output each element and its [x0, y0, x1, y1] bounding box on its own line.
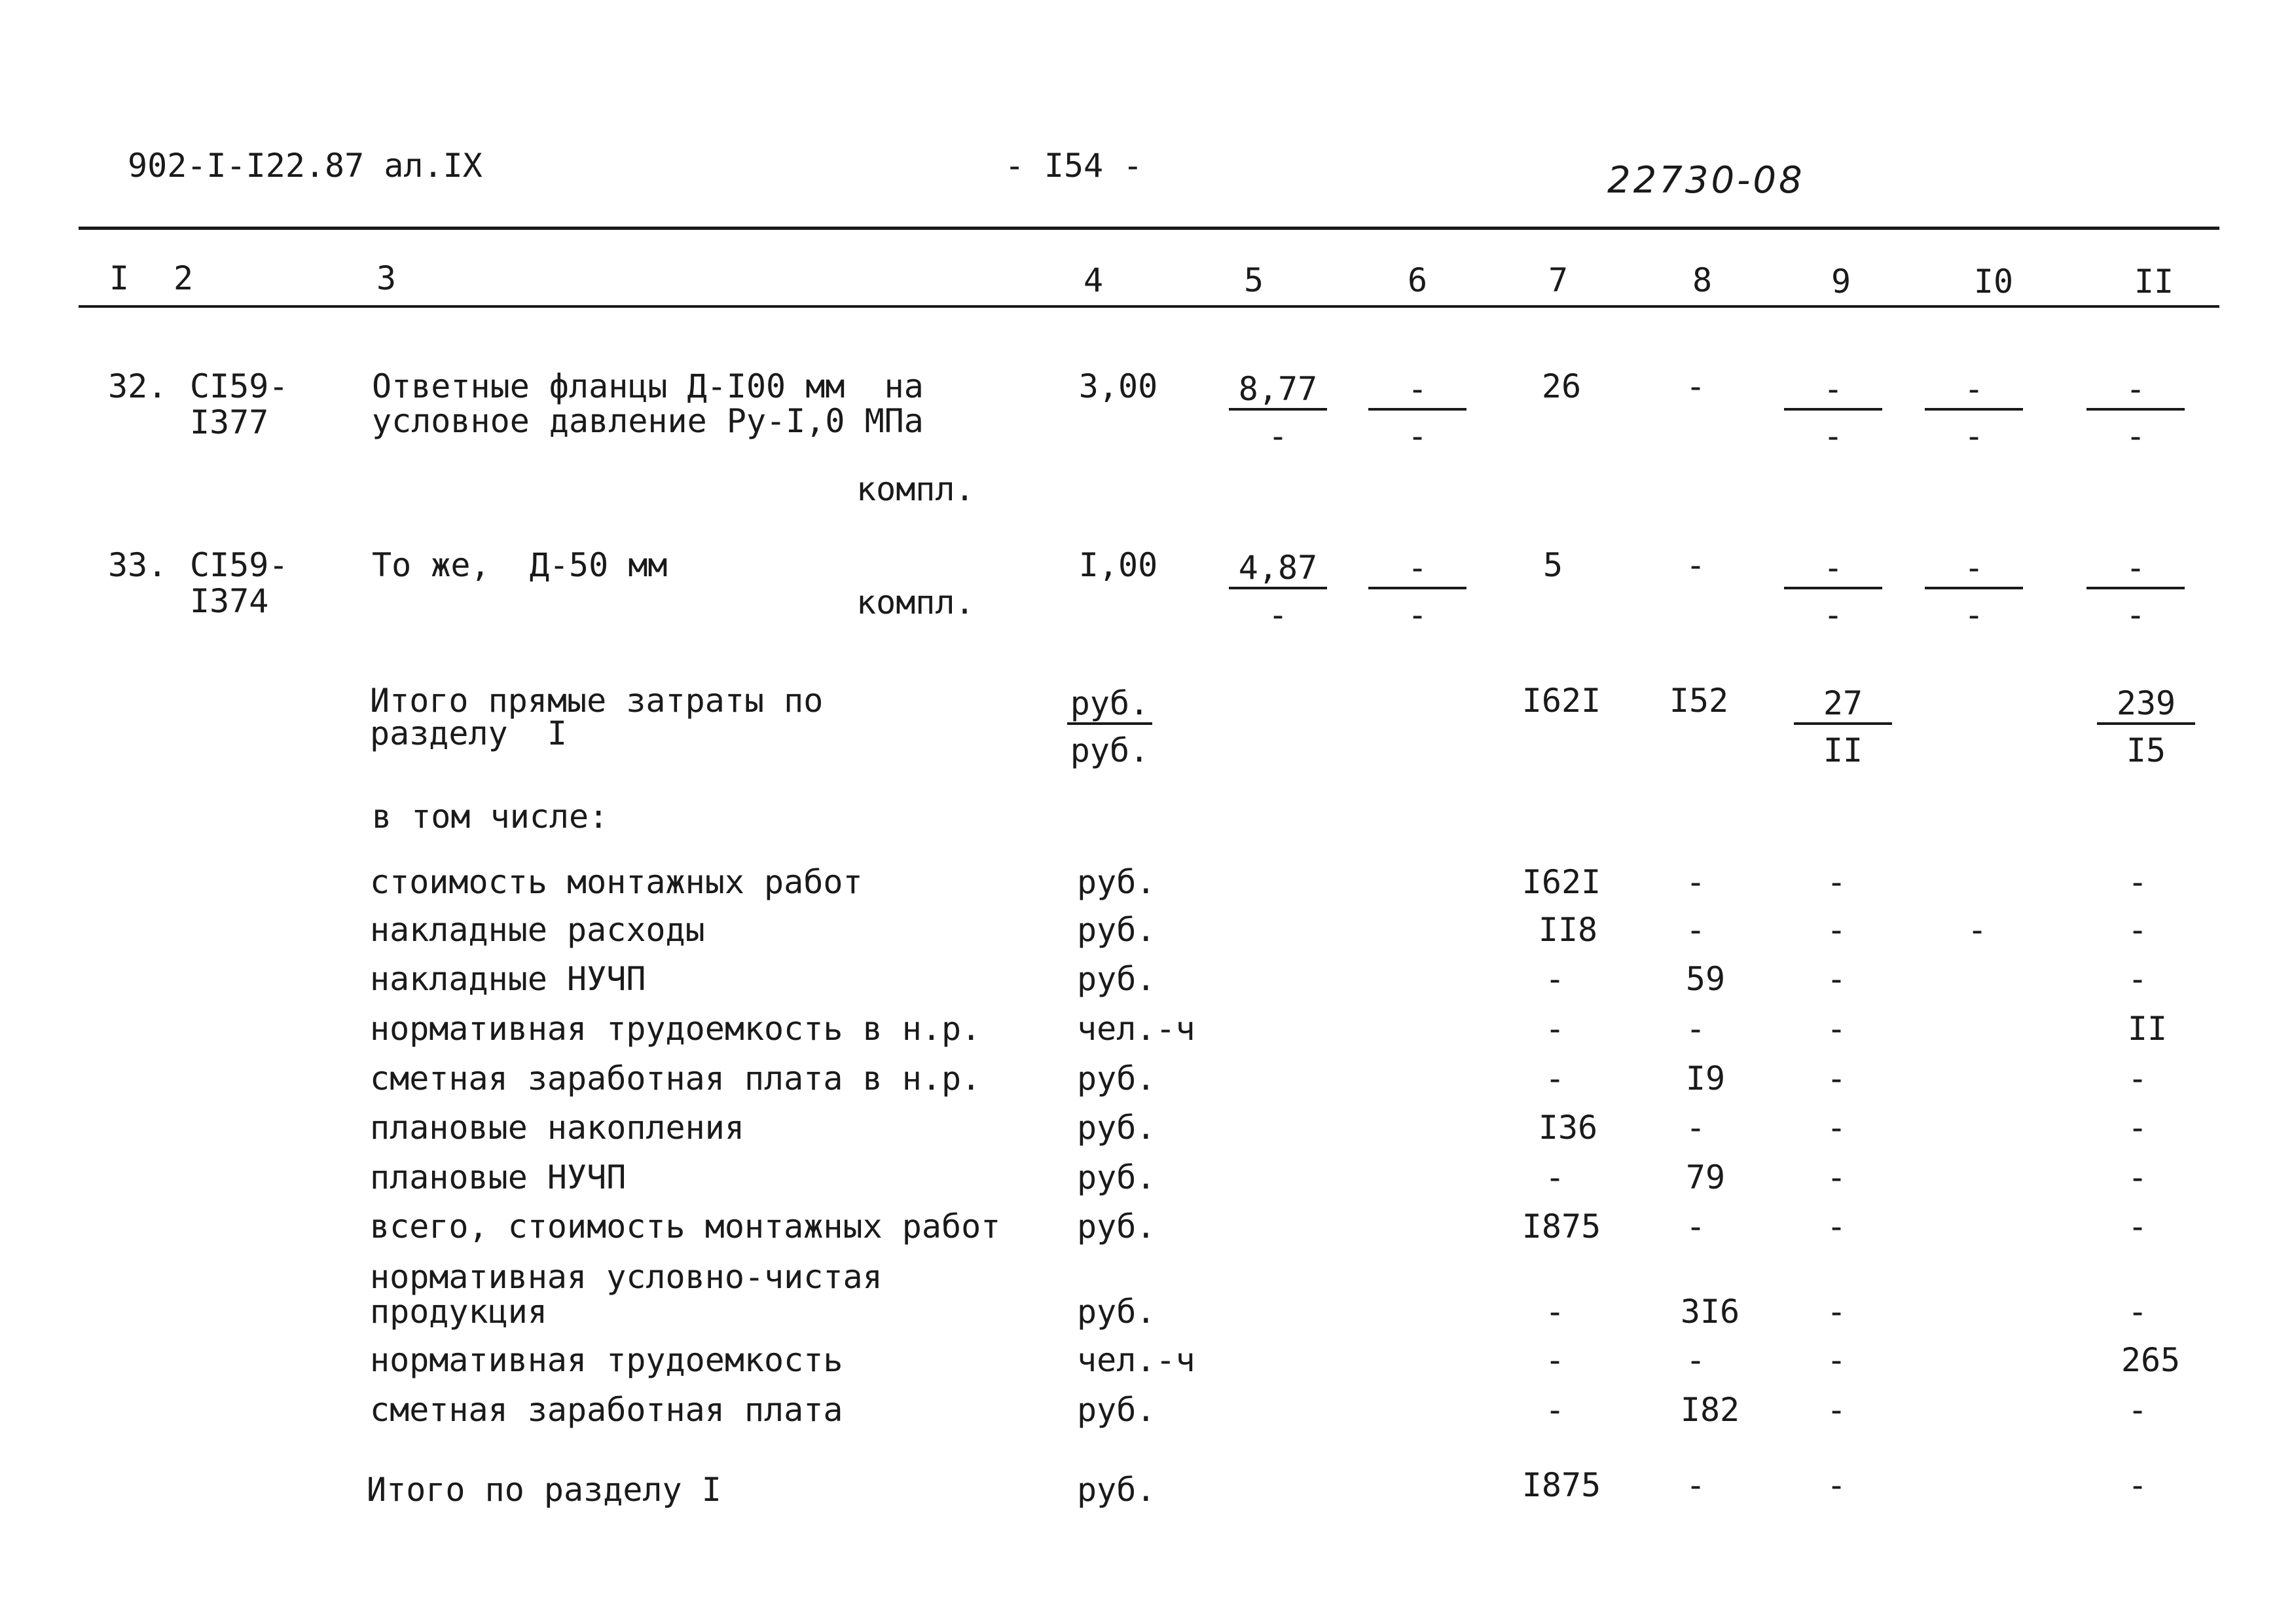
summary-row-col9: - — [1826, 1341, 1847, 1379]
summary-row-label: накладные НУЧП — [370, 960, 646, 998]
item-description-line-1: То же, Д-50 мм — [372, 546, 668, 584]
summary-row-col8: - — [1685, 1341, 1706, 1379]
summary-row-label: нормативная трудоемкость — [370, 1341, 843, 1379]
summary-row-unit: руб. — [1077, 1109, 1156, 1147]
fraction-denominator: - — [1823, 417, 1844, 455]
including-label: в том числе: — [372, 798, 609, 836]
column-header-1: I — [109, 259, 130, 297]
summary-row-col7: - — [1544, 1293, 1565, 1331]
summary-row-col7: II8 — [1538, 911, 1598, 949]
fraction-numerator: - — [1963, 370, 1984, 408]
summary-row-col7: - — [1544, 1010, 1565, 1048]
summary-row-col9: - — [1826, 960, 1847, 998]
summary-row-col9: - — [1826, 1060, 1847, 1098]
summary-row-unit: руб. — [1077, 1391, 1156, 1429]
section-total-label: Итого по разделу I — [367, 1471, 721, 1509]
summary-row-unit: руб. — [1077, 911, 1156, 949]
section-total-col11: - — [2127, 1466, 2148, 1504]
summary-row-col8: - — [1685, 863, 1706, 901]
summary-row-col10: - — [1967, 911, 1988, 949]
fraction-denominator: - — [1823, 596, 1844, 634]
item-code-line-2: I374 — [190, 582, 269, 620]
fraction-bar — [1925, 587, 2023, 589]
summary-row-unit: руб. — [1077, 1060, 1156, 1098]
fraction-bar — [1368, 587, 1467, 589]
document-code: 902-I-I22.87 ал.IX — [128, 147, 483, 185]
summary-row-col7: - — [1544, 1060, 1565, 1098]
fraction-numerator: 239 — [2116, 684, 2176, 722]
summary-row-unit: руб. — [1077, 1208, 1156, 1246]
summary-row-label: сметная заработная плата в н.р. — [370, 1060, 981, 1098]
summary-row-label: сметная заработная плата — [370, 1391, 843, 1429]
fraction-numerator: - — [2125, 549, 2146, 587]
fraction-numerator: - — [1407, 370, 1428, 408]
summary-row-col8: I82 — [1680, 1391, 1740, 1429]
fraction-denominator: I5 — [2126, 731, 2166, 769]
item-number: 33. — [108, 546, 168, 584]
summary-row-col7: - — [1544, 1391, 1565, 1429]
summary-row-col8: 3I6 — [1680, 1293, 1740, 1331]
summary-row-unit: чел.-ч — [1077, 1010, 1195, 1048]
fraction-bar — [2097, 722, 2195, 725]
fraction-numerator: руб. — [1070, 684, 1150, 722]
item-description-line-2: условное давление Ру-I,0 МПа — [372, 402, 924, 440]
summary-row-col7: - — [1544, 1341, 1565, 1379]
column-header-8: 8 — [1692, 261, 1713, 299]
summary-row-col11: - — [2127, 863, 2148, 901]
summary-row-label: всего, стоимость монтажных работ — [370, 1208, 1001, 1246]
summary-row-col8: 79 — [1685, 1158, 1726, 1196]
summary-row-unit: руб. — [1077, 1158, 1156, 1196]
item-col6-fraction — [1362, 370, 1473, 454]
summary-row-col9: - — [1826, 1391, 1847, 1429]
summary-row-col7: I875 — [1522, 1208, 1601, 1246]
total-direct-col9-fraction — [1787, 684, 1899, 768]
fraction-denominator: - — [2125, 596, 2146, 634]
item-code-line-2: I377 — [190, 403, 269, 441]
summary-row-col9: - — [1826, 1293, 1847, 1331]
registration-stamp-number: 22730-08 — [1607, 159, 1805, 202]
column-header-7: 7 — [1548, 261, 1569, 299]
column-header-10: I0 — [1973, 263, 2014, 301]
item-col9-fraction — [1777, 549, 1889, 633]
fraction-bar — [2086, 587, 2185, 589]
section-total-col9: - — [1826, 1466, 1847, 1504]
summary-row-col7: - — [1544, 960, 1565, 998]
item-unit: компл. — [856, 583, 975, 621]
fraction-numerator: 27 — [1823, 684, 1863, 722]
fraction-bar — [1368, 408, 1467, 411]
fraction-bar — [1925, 408, 2023, 411]
section-total-col7: I875 — [1522, 1466, 1601, 1504]
summary-row-col11: - — [2127, 1293, 2148, 1331]
summary-row-col9: - — [1826, 863, 1847, 901]
summary-row-col9: - — [1826, 911, 1847, 949]
fraction-bar — [1229, 408, 1327, 411]
item-code-line-1: CI59- — [190, 367, 289, 405]
summary-row-col9: - — [1826, 1208, 1847, 1246]
fraction-denominator: - — [1407, 596, 1428, 634]
section-total-unit: руб. — [1077, 1471, 1156, 1509]
total-direct-unit-fraction — [1061, 684, 1159, 768]
summary-row-col11: - — [2127, 960, 2148, 998]
column-header-5: 5 — [1243, 261, 1264, 299]
fraction-denominator: - — [1407, 417, 1428, 455]
summary-row-unit: руб. — [1077, 863, 1156, 901]
summary-row-label-line-2: продукция — [370, 1293, 547, 1331]
fraction-bar — [1067, 722, 1152, 725]
item-col10-fraction — [1918, 549, 2030, 633]
column-header-2: 2 — [173, 259, 194, 297]
fraction-numerator: 4,87 — [1238, 549, 1318, 587]
fraction-denominator: - — [1963, 417, 1984, 455]
summary-row-col8: 59 — [1685, 960, 1726, 998]
summary-row-col9: - — [1826, 1010, 1847, 1048]
total-direct-col8-value: I52 — [1669, 682, 1729, 720]
item-number: 32. — [108, 367, 168, 405]
column-header-6: 6 — [1407, 261, 1428, 299]
summary-row-unit: чел.-ч — [1077, 1341, 1195, 1379]
column-header-rule — [79, 305, 2219, 308]
fraction-denominator: - — [1267, 596, 1288, 634]
item-quantity: I,00 — [1078, 546, 1158, 584]
item-col8-value: - — [1685, 546, 1706, 584]
item-total-cost: 5 — [1542, 546, 1563, 584]
summary-row-col11: - — [2127, 911, 2148, 949]
summary-row-unit: руб. — [1077, 960, 1156, 998]
fraction-numerator: - — [1407, 549, 1428, 587]
fraction-denominator: - — [2125, 417, 2146, 455]
item-unit: компл. — [856, 470, 975, 508]
item-code-line-1: CI59- — [190, 546, 289, 584]
column-header-4: 4 — [1083, 261, 1104, 299]
summary-row-col9: - — [1826, 1109, 1847, 1147]
summary-row-label: плановые накопления — [370, 1109, 744, 1147]
summary-row-col11: II — [2127, 1010, 2168, 1048]
summary-row-label: накладные расходы — [370, 911, 705, 949]
summary-row-unit: руб. — [1077, 1293, 1156, 1331]
item-unit-price-fraction — [1222, 549, 1334, 633]
item-col11-fraction — [2080, 370, 2191, 454]
column-header-3: 3 — [376, 259, 397, 297]
summary-row-col7: I36 — [1538, 1109, 1598, 1147]
fraction-denominator: руб. — [1070, 731, 1150, 769]
fraction-numerator: 8,77 — [1238, 370, 1318, 408]
section-total-col8: - — [1685, 1466, 1706, 1504]
summary-row-col11: - — [2127, 1391, 2148, 1429]
summary-row-col7: - — [1544, 1158, 1565, 1196]
summary-row-col11: - — [2127, 1208, 2148, 1246]
header-top-rule — [79, 227, 2219, 230]
column-header-11: II — [2134, 263, 2174, 301]
summary-row-col11: - — [2127, 1060, 2148, 1098]
summary-row-col8: - — [1685, 911, 1706, 949]
fraction-bar — [1794, 722, 1892, 725]
column-header-9: 9 — [1831, 263, 1851, 301]
summary-row-label: нормативная трудоемкость в н.р. — [370, 1010, 981, 1048]
summary-row-col9: - — [1826, 1158, 1847, 1196]
fraction-bar — [2086, 408, 2185, 411]
total-direct-col11-fraction — [2090, 684, 2202, 768]
summary-row-col8: - — [1685, 1010, 1706, 1048]
summary-row-col7: I62I — [1522, 863, 1601, 901]
page-number: - I54 - — [1004, 147, 1143, 185]
fraction-denominator: - — [1963, 596, 1984, 634]
fraction-numerator: - — [1823, 370, 1844, 408]
summary-row-col8: - — [1685, 1208, 1706, 1246]
item-description-line-1: Ответные фланцы Д-I00 мм на — [372, 367, 924, 405]
fraction-bar — [1229, 587, 1327, 589]
fraction-denominator: - — [1267, 417, 1288, 455]
fraction-numerator: - — [2125, 370, 2146, 408]
item-col11-fraction — [2080, 549, 2191, 633]
item-total-cost: 26 — [1541, 367, 1582, 405]
summary-row-col11: 265 — [2121, 1341, 2181, 1379]
summary-row-col8: I9 — [1685, 1060, 1726, 1098]
summary-row-col8: - — [1685, 1109, 1706, 1147]
summary-row-col11: - — [2127, 1158, 2148, 1196]
fraction-bar — [1784, 408, 1882, 411]
item-quantity: 3,00 — [1078, 367, 1158, 405]
fraction-denominator: II — [1823, 731, 1863, 769]
fraction-numerator: - — [1823, 549, 1844, 587]
summary-row-label: плановые НУЧП — [370, 1158, 627, 1196]
fraction-bar — [1784, 587, 1882, 589]
item-col10-fraction — [1918, 370, 2030, 454]
item-col6-fraction — [1362, 549, 1473, 633]
total-direct-label-line-2: разделу I — [370, 714, 568, 752]
total-direct-col7-value: I62I — [1522, 682, 1601, 720]
item-unit-price-fraction — [1222, 370, 1334, 454]
total-direct-label-line-1: Итого прямые затраты по — [370, 682, 824, 720]
item-col9-fraction — [1777, 370, 1889, 454]
fraction-numerator: - — [1963, 549, 1984, 587]
summary-row-col11: - — [2127, 1109, 2148, 1147]
summary-row-label: нормативная условно-чистая — [370, 1258, 883, 1296]
summary-row-label: стоимость монтажных работ — [370, 863, 863, 901]
item-col8-value: - — [1685, 367, 1706, 405]
